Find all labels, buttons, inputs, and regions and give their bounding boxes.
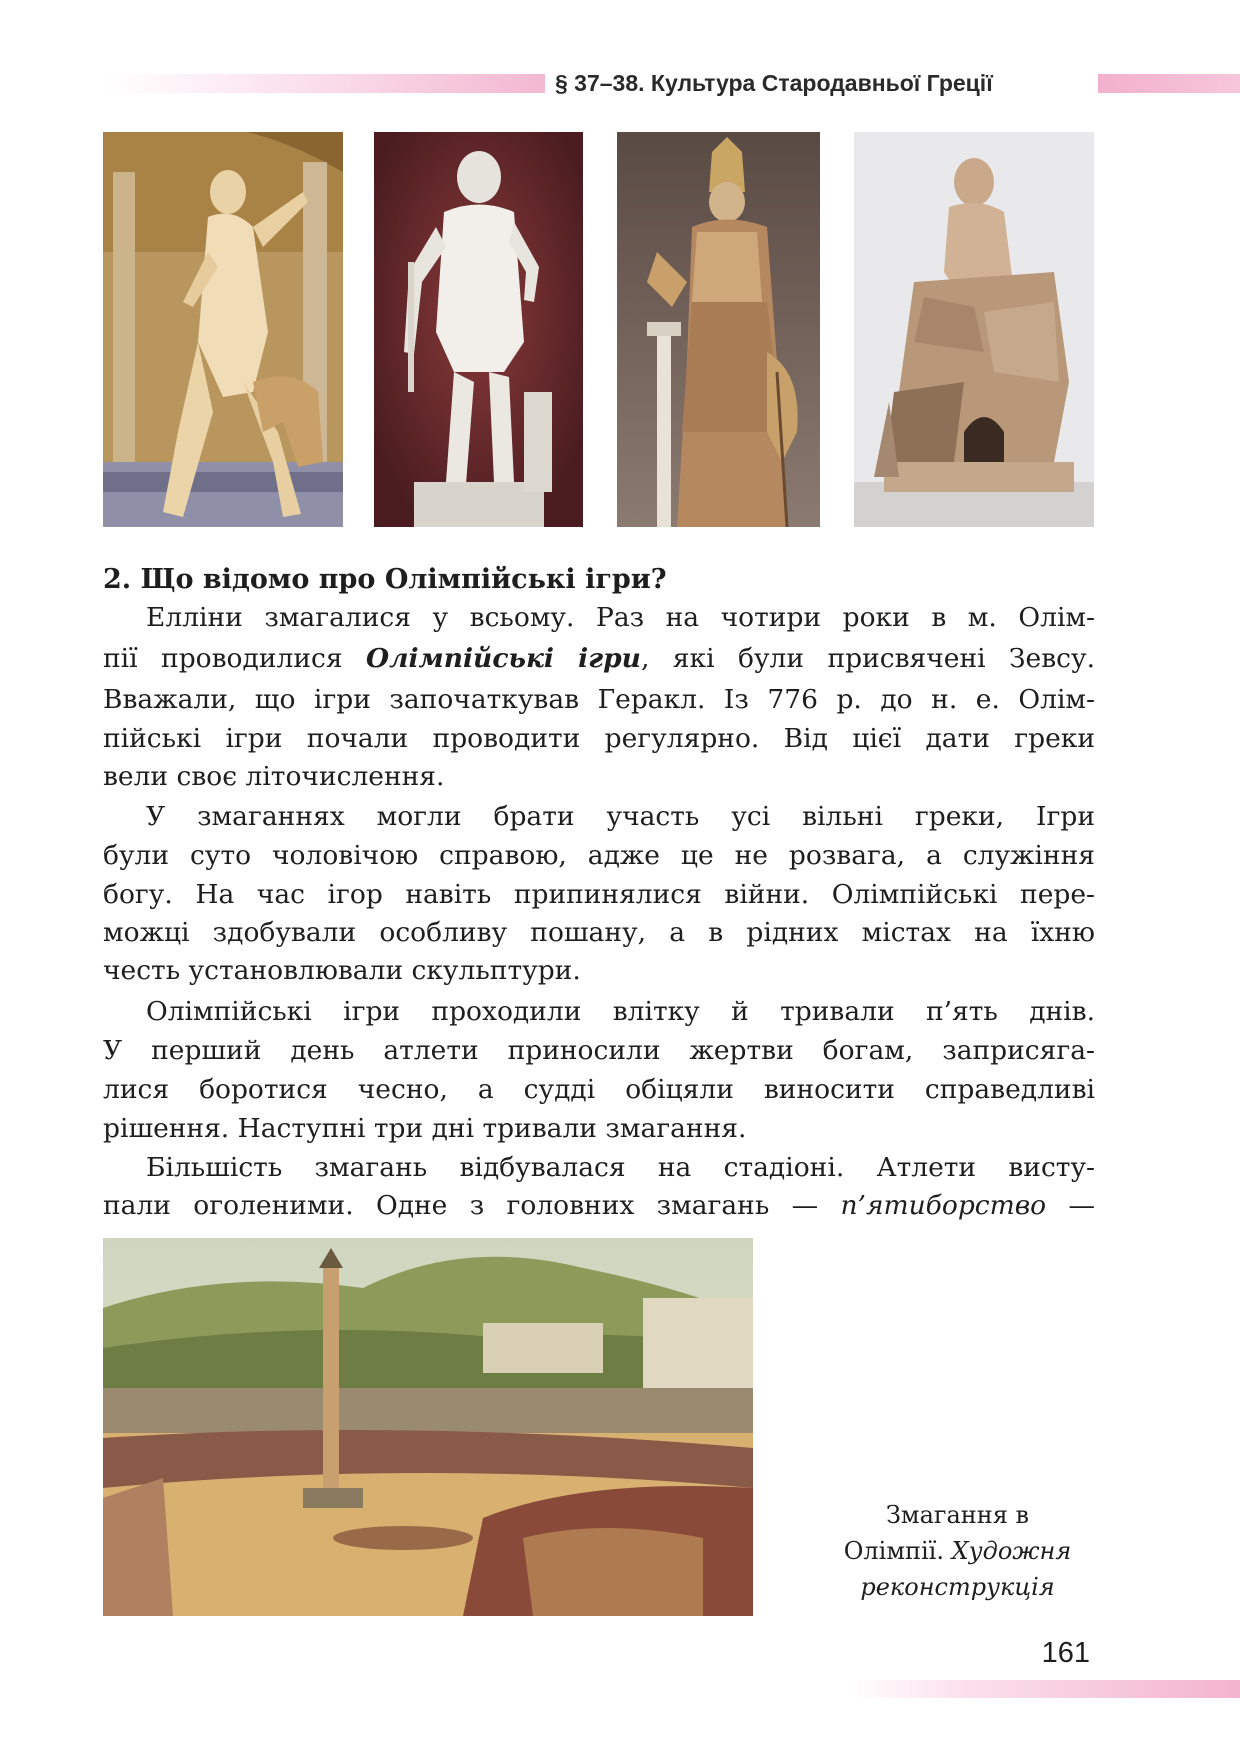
text-line: Олімпійські ігри проходили влітку й тривали п’ять днів. bbox=[146, 996, 1095, 1027]
text-line: честь установлювали скульптури. bbox=[103, 955, 581, 986]
section-heading: 2. Що відомо про Олімпійські ігри? bbox=[103, 564, 667, 595]
figure-caption bbox=[820, 1497, 1095, 1605]
text-line: лися боротися чесно, а судді обіцяли виносити справедливі bbox=[103, 1074, 1095, 1105]
text-line: пали оголеними. Одне з головних змагань — п’ятиборство — bbox=[103, 1190, 1095, 1221]
text-line: вели своє літочислення. bbox=[103, 761, 445, 792]
caption-line-1: Змагання в bbox=[885, 1501, 1030, 1529]
photo-white-statue bbox=[374, 132, 583, 527]
caption-line-2: Олімпії. Художня bbox=[843, 1537, 1072, 1565]
text-line: У перший день атлети приносили жертви богам, заприсяга- bbox=[103, 1035, 1095, 1066]
text-line: У змаганнях могли брати участь усі вільні греки, Ігри bbox=[146, 801, 1095, 832]
text-line: пійські ігри почали проводити регулярно. Від цієї дати греки bbox=[103, 723, 1095, 754]
text-line: Елліни змагалися у всьому. Раз на чотири роки в м. Олім- bbox=[146, 602, 1095, 633]
photo-seated-statue bbox=[854, 132, 1094, 527]
header-decor-bar-right bbox=[1098, 74, 1240, 93]
text-line: пії проводилися Олімпійські ігри, які були присвячені Зевсу. bbox=[103, 643, 1095, 674]
text-line: рішення. Наступні три дні тривали змагання. bbox=[103, 1113, 747, 1144]
footer-decor-bar bbox=[850, 1680, 1240, 1698]
section-title: § 37–38. Культура Стародавньої Греції bbox=[555, 70, 993, 96]
photo-artemis-statue bbox=[103, 132, 343, 527]
caption-line-3: реконструкція bbox=[860, 1573, 1055, 1601]
text-line: Більшість змагань відбувалася на стадіоні. Атлети висту- bbox=[146, 1152, 1095, 1183]
text-line: Вважали, що ігри започаткував Геракл. Із 776 р. до н. е. Олім- bbox=[103, 684, 1095, 715]
term-pentathlon: п’ятиборство bbox=[840, 1190, 1047, 1221]
photo-athena-statue bbox=[617, 132, 820, 527]
page-number: 161 bbox=[1041, 1637, 1090, 1669]
text-line: богу. На час ігор навіть припинялися війни. Олімпійські пере- bbox=[103, 879, 1095, 910]
term-olympic-games: Олімпійські ігри bbox=[365, 643, 641, 674]
header-decor-bar-left bbox=[105, 74, 545, 93]
illustration-olympia-competition bbox=[103, 1238, 753, 1616]
text-line: були суто чоловічою справою, адже це не розвага, а служіння bbox=[103, 840, 1095, 871]
text-line: можці здобували особливу пошану, а в рідних містах на їхню bbox=[103, 917, 1095, 948]
